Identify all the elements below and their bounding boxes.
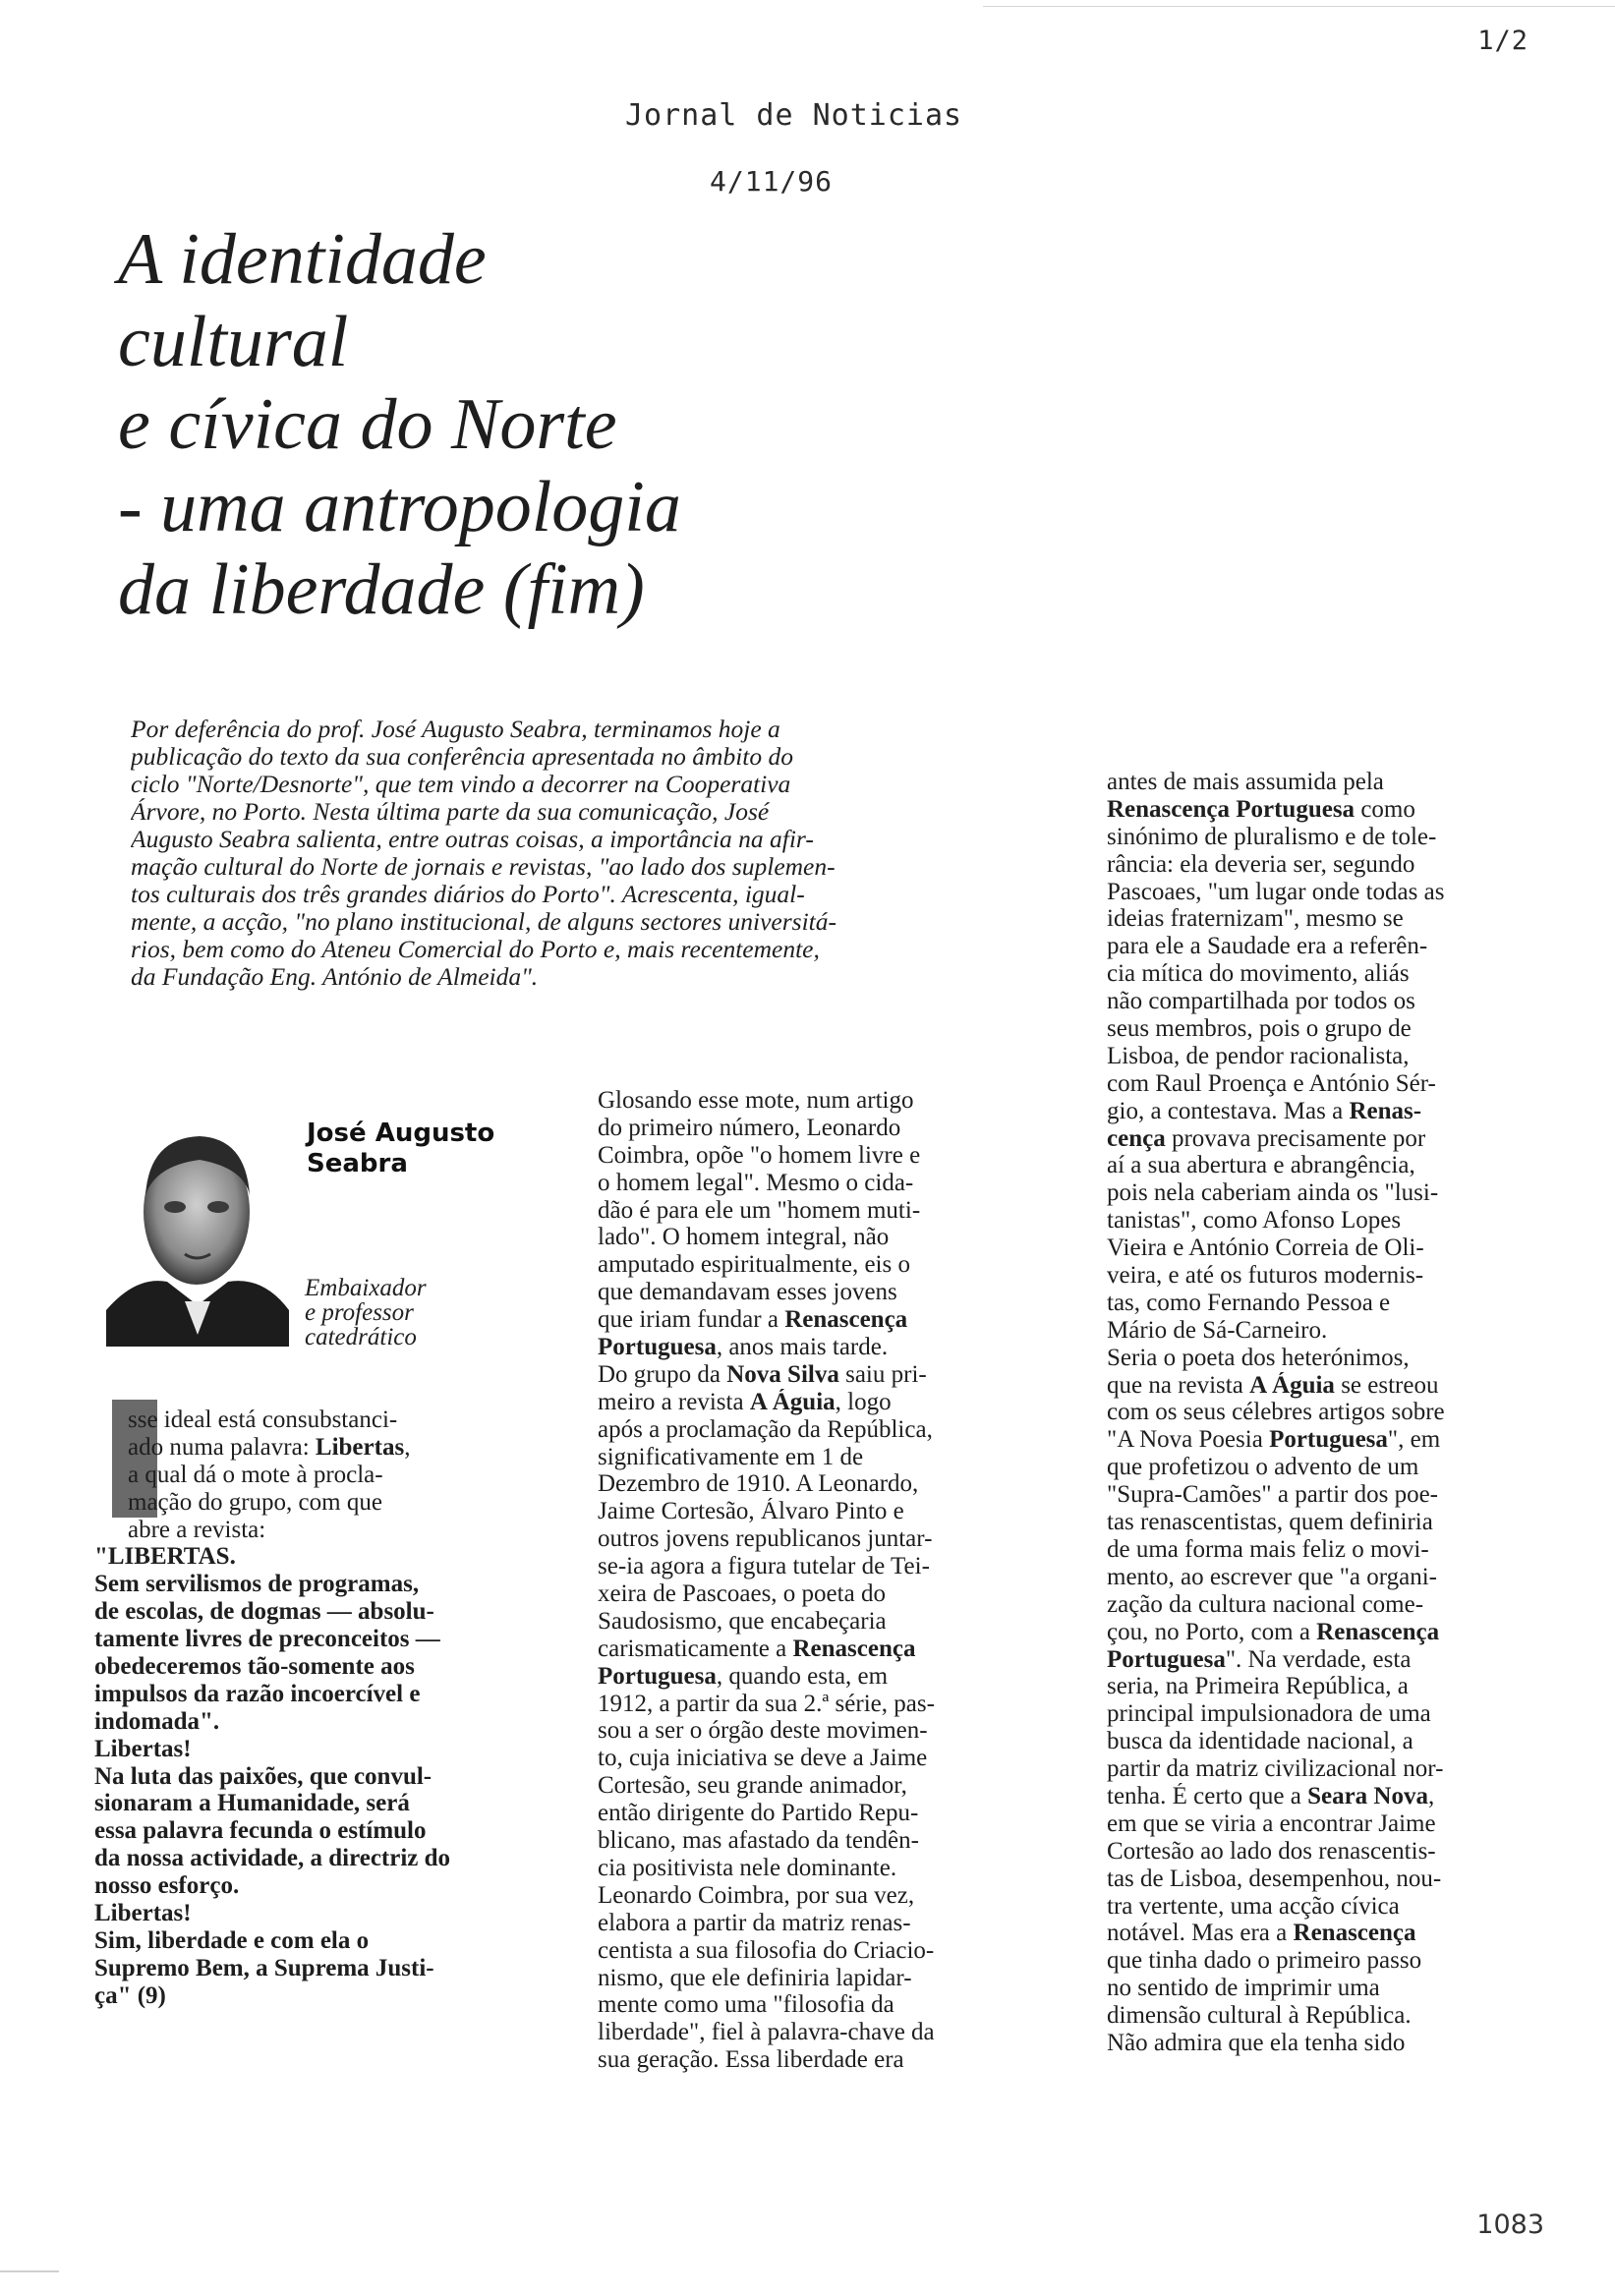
body-line: tas renascentistas, quem definiria — [1107, 1509, 1433, 1536]
body-line: dimensão cultural à República. — [1107, 2002, 1412, 2030]
author-name-line: José Augusto — [307, 1119, 495, 1148]
body-line: que iriam fundar a Renascença — [598, 1306, 908, 1334]
body-line: que tinha dado o primeiro passo — [1107, 1947, 1422, 1975]
body-line: antes de mais assumida pela — [1107, 769, 1384, 795]
body-line: blicano, mas afastado da tendên- — [598, 1827, 919, 1855]
body-line: aí a sua abertura e abrangência, — [1107, 1152, 1415, 1179]
quote-line: tamente livres de preconceitos — — [94, 1626, 440, 1653]
body-line: Portuguesa". Na verdade, esta — [1107, 1645, 1412, 1673]
body-line: que na revista A Águia se estreou — [1107, 1371, 1439, 1399]
body-line: mente como uma "filosofia da — [598, 1991, 894, 2019]
body-line: pois nela caberiam ainda os "lusi- — [1107, 1179, 1439, 1207]
quote-line: Sim, liberdade e com ela o — [94, 1926, 370, 1954]
body-line: Cortesão ao lado dos renascentis- — [1107, 1837, 1436, 1865]
body-line: ado numa palavra: Libertas, — [128, 1433, 411, 1461]
quote-line: Sem servilismos de programas, — [94, 1571, 420, 1598]
body-line: zação da cultura nacional come- — [1107, 1590, 1424, 1618]
quote-line: obedeceremos tão-somente aos — [94, 1653, 415, 1681]
body-line: cença provava precisamente por — [1107, 1124, 1426, 1152]
quote-line: Libertas! — [94, 1735, 192, 1762]
lead-line: rios, bem como do Ateneu Comercial do Porto e, mais recentemente, — [131, 936, 820, 963]
body-line: Seria o poeta dos heterónimos, — [1107, 1344, 1410, 1371]
quote-line: Supremo Bem, a Suprema Justi- — [94, 1954, 434, 1981]
quote-line: da nossa actividade, a directriz do — [94, 1845, 451, 1872]
author-role-line: e professor — [305, 1299, 414, 1326]
body-line: nismo, que ele definiria lapidar- — [598, 1964, 912, 1991]
body-line: Mário de Sá-Carneiro. — [1107, 1316, 1328, 1344]
body-line: o homem legal". Mesmo o cida- — [598, 1169, 914, 1196]
quote-line: nosso esforço. — [94, 1872, 240, 1900]
body-line: cia positivista nele dominante. — [598, 1854, 897, 1881]
quote-line: indomada". — [94, 1707, 220, 1735]
body-line: Do grupo da Nova Silva saiu pri- — [598, 1360, 927, 1388]
body-line: Glosando esse mote, num artigo — [598, 1087, 914, 1114]
body-line: "Supra-Camões" a partir dos poe- — [1107, 1481, 1438, 1509]
column-3 — [1107, 769, 1500, 2057]
body-line: Portuguesa, quando esta, em — [598, 1662, 889, 1690]
lead-line: mação cultural do Norte de jornais e revistas, "ao lado dos suplemen- — [131, 853, 836, 881]
body-line: tenha. É certo que a Seara Nova, — [1107, 1782, 1435, 1809]
author-photo — [106, 1109, 289, 1347]
publication-date: 4/11/96 — [710, 165, 834, 198]
body-line: seria, na Primeira República, a — [1107, 1673, 1409, 1700]
body-line: centista a sua filosofia do Criacio- — [598, 1936, 935, 1964]
body-line: sua geração. Essa liberdade era — [598, 2046, 904, 2074]
title-line: cultural — [118, 302, 349, 382]
lead-line: publicação do texto da sua conferência apresentada no âmbito do — [131, 743, 793, 771]
body-line: que profetizou o advento de um — [1107, 1454, 1419, 1481]
body-line: dão é para ele um "homem muti- — [598, 1196, 921, 1224]
page-fraction: 1/2 — [1477, 26, 1528, 56]
article-title — [118, 218, 865, 631]
body-line: notável. Mas era a Renascença — [1107, 1920, 1416, 1947]
body-line: mento, ao escrever que "a organi- — [1107, 1563, 1437, 1590]
author-portrait-image — [106, 1109, 289, 1347]
body-line: Portuguesa, anos mais tarde. — [598, 1334, 889, 1361]
quote-line: sionaram a Humanidade, será — [94, 1790, 410, 1817]
body-line: com os seus célebres artigos sobre — [1107, 1399, 1445, 1426]
body-line: não compartilhada por todos os — [1107, 988, 1415, 1015]
body-line: carismaticamente a Renascença — [598, 1635, 916, 1662]
author-role — [305, 1276, 427, 1349]
body-line: elabora a partir da matriz renas- — [598, 1909, 911, 1936]
lead-line: Augusto Seabra salienta, entre outras coisas, a importância na afir- — [131, 826, 814, 853]
body-line: tanistas", como Afonso Lopes — [1107, 1207, 1402, 1234]
body-line: lado". O homem integral, não — [598, 1224, 890, 1251]
body-line: Não admira que ela tenha sido — [1107, 2029, 1406, 2056]
body-line: significativamente em 1 de — [598, 1443, 864, 1470]
body-line: para ele a Saudade era a referên- — [1107, 933, 1428, 960]
body-line: "A Nova Poesia Portuguesa", em — [1107, 1426, 1441, 1454]
quote-line: de escolas, de dogmas — absolu- — [94, 1598, 434, 1626]
author-role-line: Embaixador — [305, 1275, 427, 1301]
column-2 — [598, 1087, 993, 2074]
body-line: se-ia agora a figura tutelar de Tei- — [598, 1553, 930, 1580]
body-line: amputado espiritualmente, eis o — [598, 1251, 910, 1279]
body-line: Renascença Portuguesa como — [1107, 795, 1415, 823]
body-line: tra vertente, uma acção cívica — [1107, 1892, 1400, 1920]
title-line: A identidade — [118, 219, 487, 300]
lead-line: Por deferência do prof. José Augusto Seabra, terminamos hoje a — [131, 716, 780, 743]
title-line: - uma antropologia — [118, 467, 681, 547]
body-line: gio, a contestava. Mas a Renas- — [1107, 1097, 1422, 1124]
body-line: do primeiro número, Leonardo — [598, 1114, 901, 1141]
column-1 — [94, 1406, 515, 2010]
body-line: meiro a revista A Águia, logo — [598, 1388, 892, 1415]
quote-line: essa palavra fecunda o estímulo — [94, 1817, 427, 1845]
top-rule — [983, 6, 1615, 7]
body-line: com Raul Proença e António Sér- — [1107, 1069, 1436, 1097]
body-line: outros jovens republicanos juntar- — [598, 1525, 933, 1553]
body-line: em que se viria a encontrar Jaime — [1107, 1809, 1436, 1837]
body-line: Pascoaes, "um lugar onde todas as — [1107, 878, 1445, 905]
body-line: mação do grupo, com que — [128, 1488, 382, 1516]
title-line: da liberdade (fim) — [118, 549, 645, 630]
body-line: to, cuja iniciativa se deve a Jaime — [598, 1745, 928, 1772]
lead-line: tos culturais dos três grandes diários do Porto". Acrescenta, igual- — [131, 881, 805, 908]
body-line: Leonardo Coimbra, por sua vez, — [598, 1881, 915, 1909]
author-name-line: Seabra — [307, 1149, 408, 1178]
body-line: seus membros, pois o grupo de — [1107, 1015, 1412, 1043]
page-number: 1083 — [1476, 2210, 1544, 2240]
body-line: principal impulsionadora de uma — [1107, 1700, 1431, 1728]
body-line: tas de Lisboa, desempenhou, nou- — [1107, 1865, 1442, 1892]
body-line: Dezembro de 1910. A Leonardo, — [598, 1470, 919, 1498]
body-line: Saudosismo, que encabeçaria — [598, 1607, 887, 1635]
article-lead — [131, 716, 961, 991]
lead-line: mente, a acção, "no plano institucional, de alguns sectores universitá- — [131, 908, 836, 936]
body-line: çou, no Porto, com a Renascença — [1107, 1618, 1440, 1645]
author-name — [307, 1119, 494, 1179]
body-line: no sentido de imprimir uma — [1107, 1975, 1380, 2002]
quote-line: Libertas! — [94, 1900, 192, 1927]
body-line: partir da matriz civilizacional nor- — [1107, 1755, 1444, 1783]
body-line: Vieira e António Correia de Oli- — [1107, 1234, 1424, 1262]
lead-line: ciclo "Norte/Desnorte", que tem vindo a decorrer na Cooperativa — [131, 771, 791, 798]
body-line: cia mítica do movimento, aliás — [1107, 960, 1410, 988]
body-line: sou a ser o órgão deste movimen- — [598, 1717, 928, 1745]
lead-line: da Fundação Eng. António de Almeida". — [131, 963, 539, 991]
body-line: Lisboa, de pendor racionalista, — [1107, 1042, 1410, 1069]
body-line: Coimbra, opõe "o homem livre e — [598, 1141, 921, 1169]
body-line: Jaime Cortesão, Álvaro Pinto e — [598, 1498, 904, 1525]
publication-name: Jornal de Noticias — [625, 98, 963, 133]
body-line: de uma forma mais feliz o movi- — [1107, 1535, 1429, 1563]
body-line: ideias fraternizam", mesmo se — [1107, 905, 1404, 933]
quote-line: impulsos da razão incoercível e — [94, 1680, 421, 1707]
body-line: busca da identidade nacional, a — [1107, 1728, 1413, 1755]
body-line: abre a revista: — [128, 1516, 266, 1543]
body-line: que demandavam esses jovens — [598, 1279, 897, 1306]
body-line: rância: ela deveria ser, segundo — [1107, 850, 1415, 878]
body-line: sse ideal está consubstanci- — [128, 1406, 398, 1433]
quote-line: Na luta das paixões, que convul- — [94, 1762, 433, 1790]
body-line: veira, e até os futuros modernis- — [1107, 1262, 1424, 1290]
body-line: a qual dá o mote à procla- — [128, 1461, 383, 1488]
body-line: tas, como Fernando Pessoa e — [1107, 1289, 1391, 1316]
body-line: xeira de Pascoaes, o poeta do — [598, 1580, 886, 1608]
lead-line: Árvore, no Porto. Nesta última parte da sua comunicação, José — [131, 798, 770, 826]
body-line: 1912, a partir da sua 2.ª série, pas- — [598, 1690, 935, 1717]
body-line: após a proclamação da República, — [598, 1415, 933, 1443]
author-role-line: catedrático — [305, 1324, 417, 1350]
quote-line: ça" (9) — [94, 1981, 166, 2009]
body-line: Cortesão, seu grande animador, — [598, 1772, 907, 1800]
body-line: sinónimo de pluralismo e de tole- — [1107, 823, 1437, 850]
scan-edge-mark — [0, 2270, 59, 2272]
body-line: liberdade", fiel à palavra-chave da — [598, 2019, 935, 2046]
body-line: então dirigente do Partido Repu- — [598, 1800, 919, 1827]
quote-line: "LIBERTAS. — [94, 1543, 236, 1571]
title-line: e cívica do Norte — [118, 384, 617, 465]
